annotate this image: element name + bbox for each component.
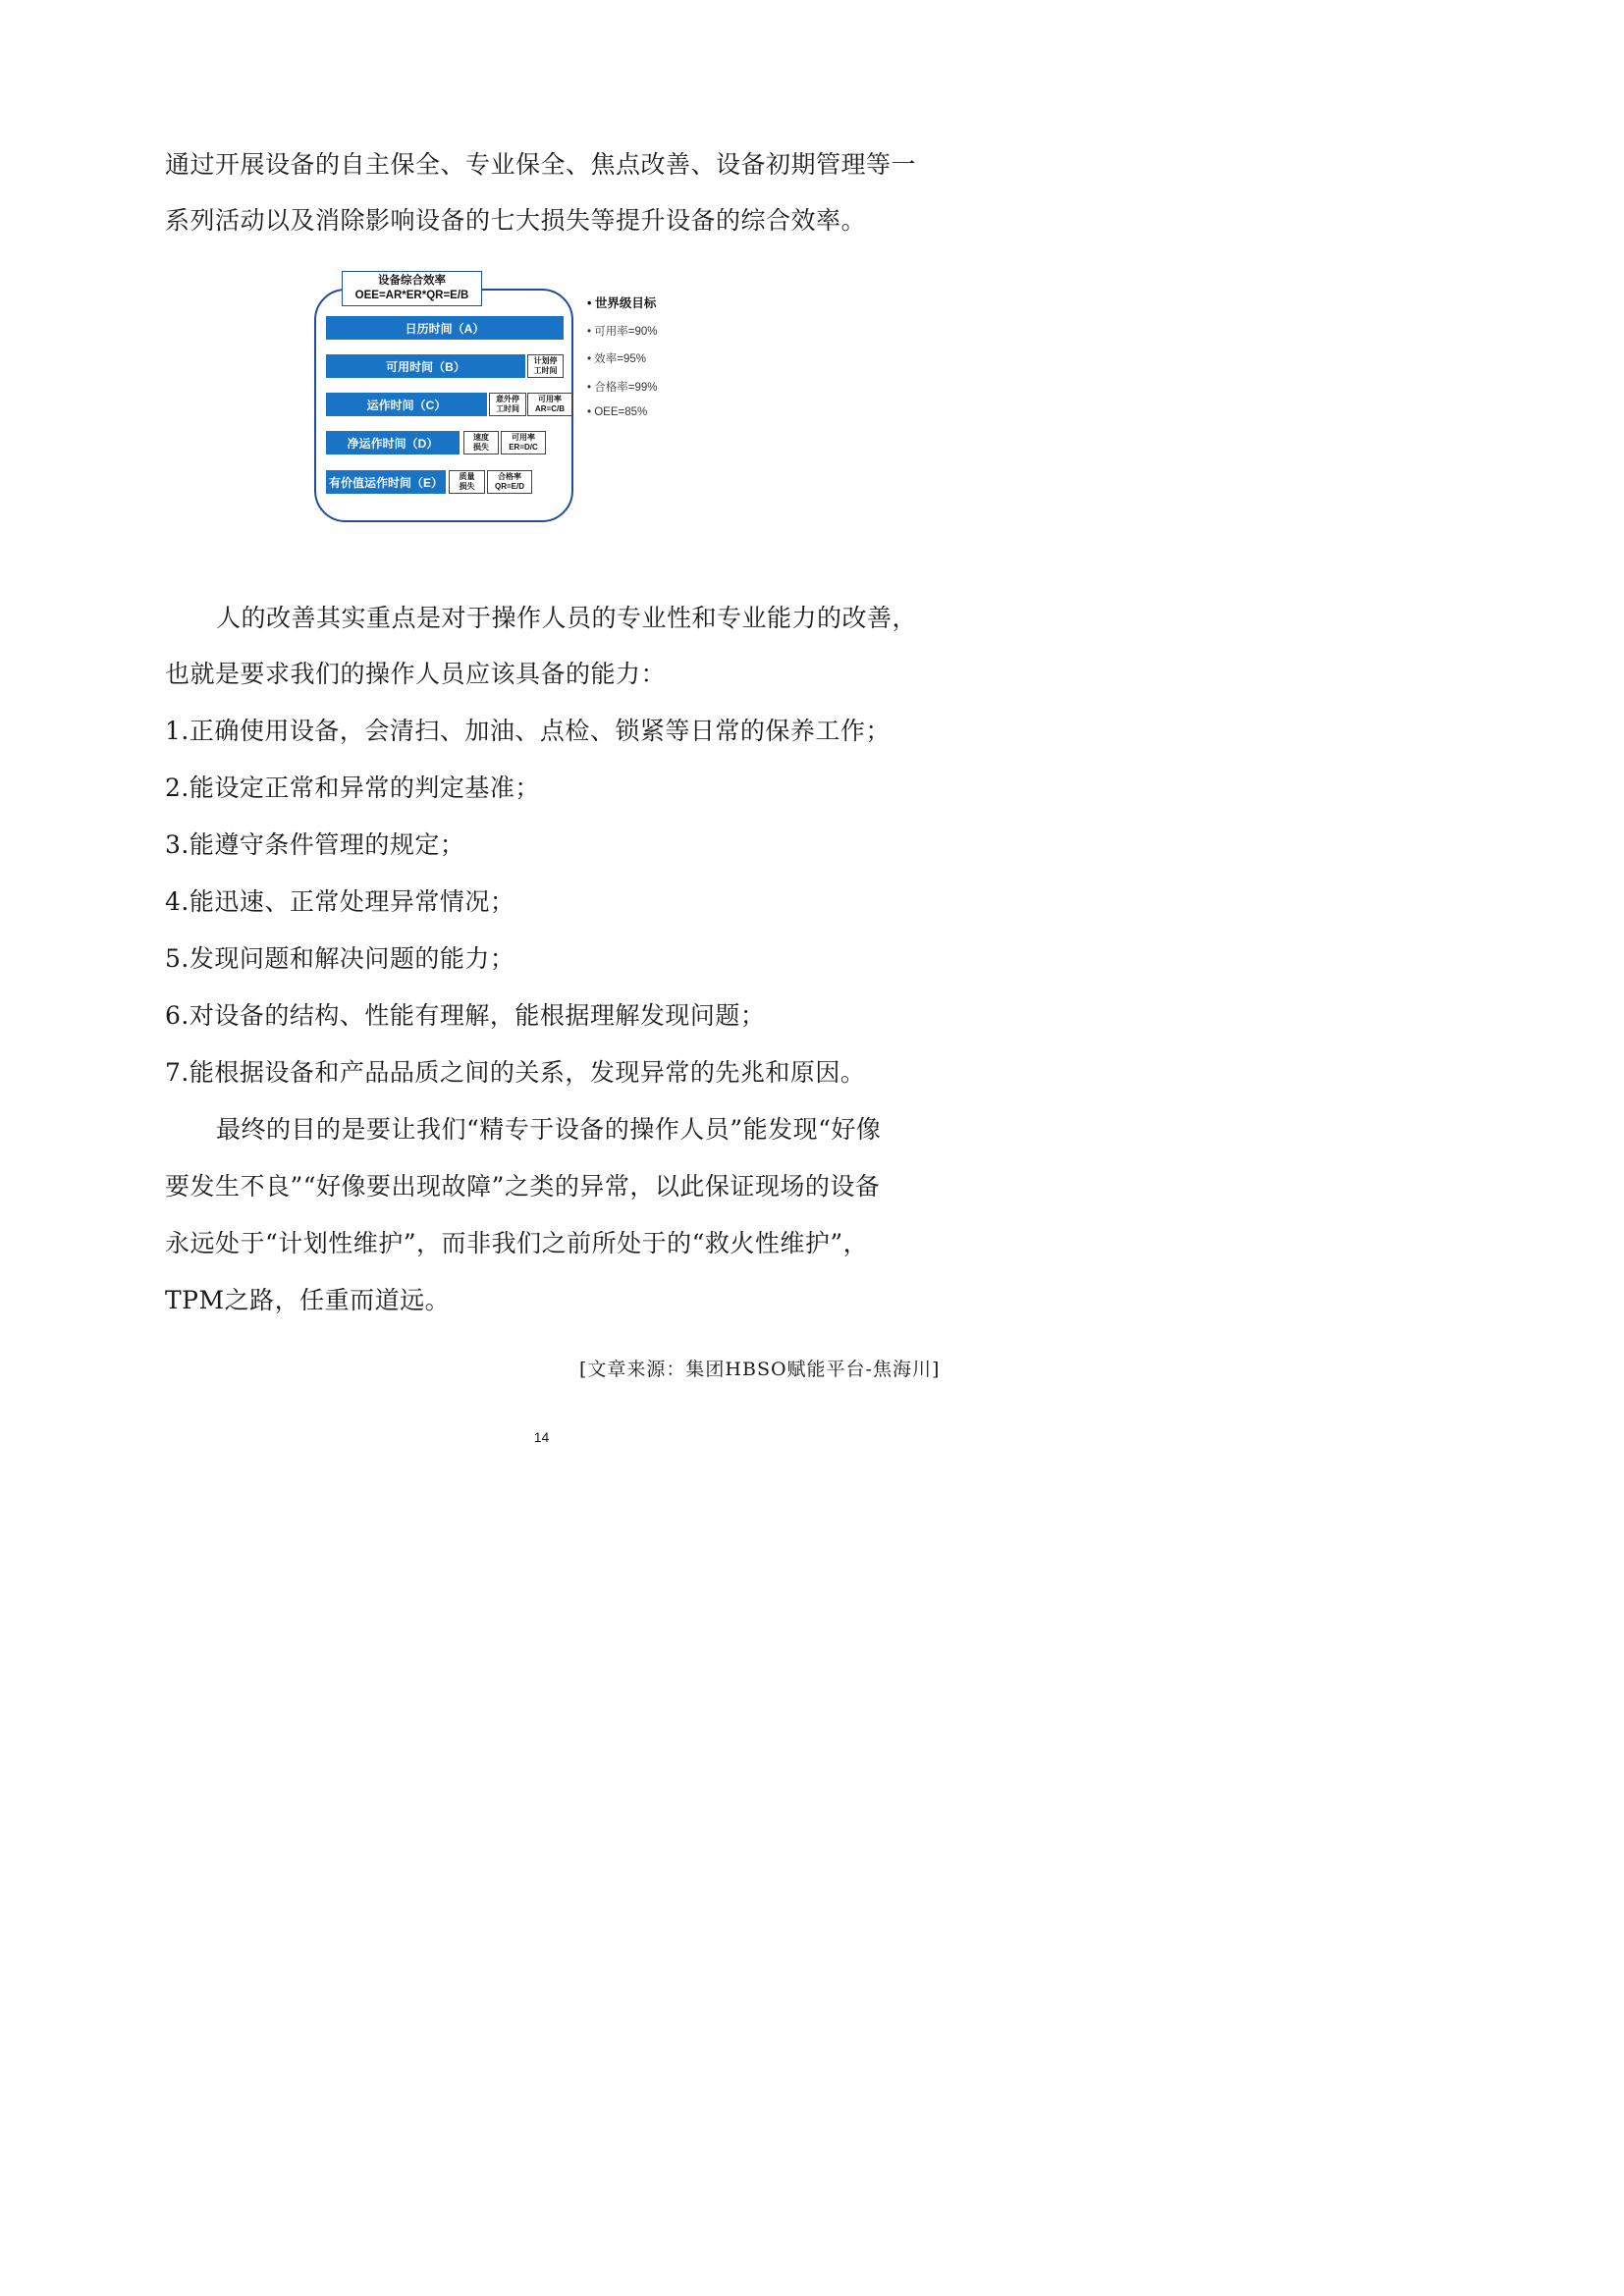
diagram-title: 设备综合效率 [378,275,446,287]
target-item: • OEE=85% [587,406,648,418]
list-item: 7.能根据设备和产品品质之间的关系，发现异常的先兆和原因。 [165,1058,866,1087]
targets-title: • 世界级目标 [587,296,657,310]
oee-diagram [314,265,707,525]
box-efficiency-rate: 可用率 ER=D/C [501,431,546,454]
diagram-title-box [342,271,482,306]
target-item: • 效率=95% [587,353,646,365]
box-quality-rate: 合格率 QR=E/D [487,470,532,494]
bar-operating-time: 运作时间（C） [326,393,487,416]
list-item: 5.发现问题和解决问题的能力； [165,944,515,973]
target-item: • 合格率=99% [587,382,658,394]
bar-net-operating-time: 净运作时间（D） [326,431,460,454]
paragraph-line: TPM之路，任重而道远。 [165,1286,451,1314]
list-item: 6.对设备的结构、性能有理解，能根据理解发现问题； [165,1001,766,1030]
list-item: 4.能迅速、正常处理异常情况； [165,887,515,916]
box-planned-stop: 计划停 工时间 [527,354,564,378]
paragraph-line: 也就是要求我们的操作人员应该具备的能力： [165,660,667,688]
paragraph-line: 最终的目的是要让我们“精专于设备的操作人员”能发现“好像 [216,1115,882,1144]
list-item: 1.正确使用设备，会清扫、加油、点检、锁紧等日常的保养工作； [165,717,891,745]
box-speed-loss: 速度 损失 [463,431,499,454]
target-item: • 可用率=90% [587,326,658,338]
article-source: [文章来源：集团HBSO赋能平台-焦海川] [579,1359,941,1380]
box-unplanned-stop: 意外停 工时间 [489,393,526,416]
paragraph-line: 要发生不良”“好像要出现故障”之类的异常，以此保证现场的设备 [165,1172,881,1201]
bar-calendar-time: 日历时间（A） [326,316,564,340]
bar-available-time: 可用时间（B） [326,354,525,378]
paragraph-line: 永远处于“计划性维护”，而非我们之前所处于的“救火性维护”， [165,1229,869,1257]
bar-valuable-operating-time: 有价值运作时间（E） [326,470,446,494]
page-number: 14 [533,1429,550,1445]
paragraph-line: 通过开展设备的自主保全、专业保全、焦点改善、设备初期管理等一 [165,150,917,179]
paragraph-line: 人的改善其实重点是对于操作人员的专业性和专业能力的改善， [216,604,918,632]
paragraph-line: 系列活动以及消除影响设备的七大损失等提升设备的综合效率。 [165,206,867,235]
diagram-formula: OEE=AR*ER*QR=E/B [354,290,469,301]
box-quality-loss: 质量 损失 [449,470,485,494]
list-item: 3.能遵守条件管理的规定； [165,830,465,859]
list-item: 2.能设定正常和异常的判定基准； [165,774,540,802]
box-availability-rate: 可用率 AR=C/B [527,393,572,416]
